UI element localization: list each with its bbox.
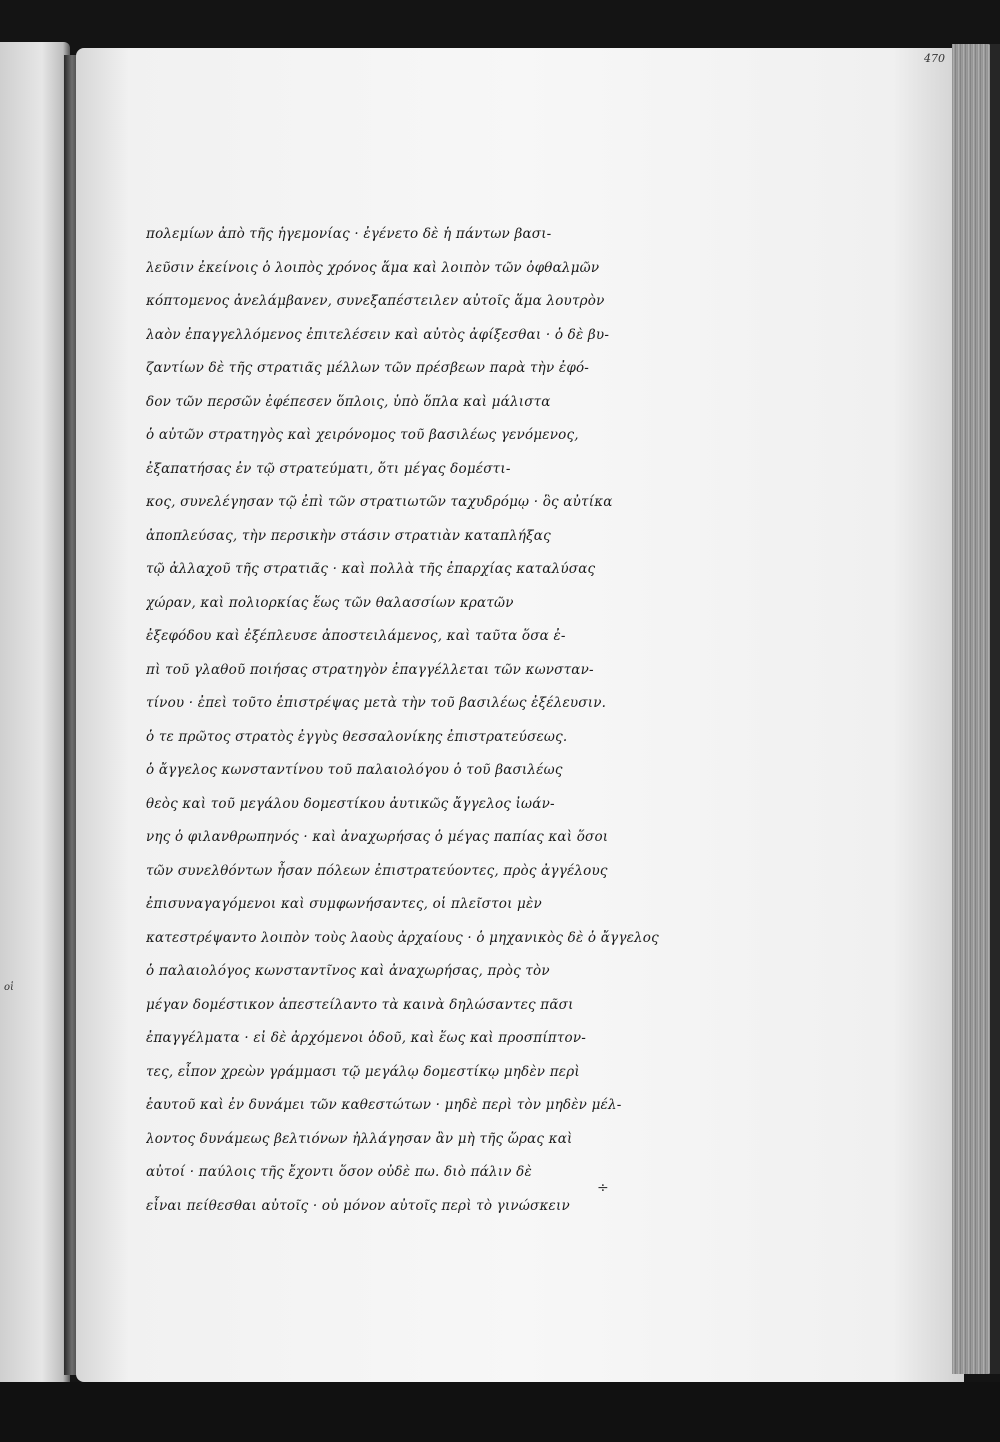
manuscript-line: κόπτομενος ἀνελάμβανεν, συνεξαπέστειλεν αὐτοῖς ἅμα λουτρὸν: [146, 293, 605, 309]
bottom-background: [0, 1382, 1000, 1442]
manuscript-line: ἐξαπατήσας ἐν τῷ στρατεύματι, ὅτι μέγας δομέστι-: [146, 460, 511, 477]
page-stack-edge: [952, 44, 992, 1374]
manuscript-line: κατεστρέψαντο λοιπὸν τοὺς λαοὺς ἀρχαίους · ὁ μηχανικὸς δὲ ὁ ἄγγελος: [146, 929, 659, 946]
manuscript-line: θεὸς καὶ τοῦ μεγάλου δομεστίκου ἀυτικῶς ἄγγελος ἰωάν-: [146, 795, 555, 812]
manuscript-line: κος, συνελέγησαν τῷ ἐπὶ τῶν στρατιωτῶν ταχυδρόμῳ · ὃς αὐτίκα: [146, 494, 613, 510]
manuscript-line: νης ὁ φιλανθρωπηνός · καὶ ἀναχωρήσας ὁ μέγας παπίας καὶ ὅσοι: [146, 829, 609, 845]
left-page: [0, 42, 70, 1382]
manuscript-line: χώραν, καὶ πολιορκίας ἕως τῶν θαλασσίων κρατῶν: [146, 594, 514, 611]
manuscript-line: τῷ ἀλλαχοῦ τῆς στρατιᾶς · καὶ πολλὰ τῆς ἐπαρχίας καταλύσας: [146, 561, 596, 577]
manuscript-line: πολεμίων ἀπὸ τῆς ἡγεμονίας · ἐγένετο δὲ ἡ πάντων βασι-: [146, 226, 552, 242]
manuscript-line: ἐξεφόδου καὶ ἐξέπλευσε ἀποστειλάμενος, καὶ ταῦτα ὅσα ἐ-: [146, 628, 566, 644]
manuscript-line: πὶ τοῦ γλαθοῦ ποιήσας στρατηγὸν ἐπαγγέλλεται τῶν κωνσταν-: [146, 661, 594, 678]
manuscript-line: ἀποπλεύσας, τὴν περσικὴν στάσιν στρατιὰν καταπλήξας: [146, 527, 551, 544]
left-margin-note: οἱ: [4, 982, 14, 993]
manuscript-line: λεῦσιν ἐκείνοις ὁ λοιπὸς χρόνος ἅμα καὶ λοιπὸν τῶν ὀφθαλμῶν: [146, 259, 600, 276]
manuscript-line: τῶν συνελθόντων ἦσαν πόλεων ἐπιστρατεύοντες, πρὸς ἀγγέλους: [146, 862, 608, 879]
manuscript-line: εἶναι πείθεσθαι αὐτοῖς · οὐ μόνον αὐτοῖς περὶ τὸ γινώσκειν: [146, 1197, 570, 1214]
manuscript-line: ὁ παλαιολόγος κωνσταντῖνος καὶ ἀναχωρήσας, πρὸς τὸν: [146, 963, 550, 979]
folio-number: 470: [924, 52, 945, 65]
bottom-mark: ÷: [597, 1180, 609, 1196]
manuscript-line: λοντος δυνάμεως βελτιόνων ἠλλάγησαν ἂν μὴ τῆς ὥρας καὶ: [146, 1130, 573, 1147]
manuscript-line: τες, εἶπον χρεὼν γράμμασι τῷ μεγάλῳ δομεστίκῳ μηδὲν περὶ: [146, 1063, 580, 1080]
manuscript-line: ὁ αὐτῶν στρατηγὸς καὶ χειρόνομος τοῦ βασιλέως γενόμενος,: [146, 427, 579, 443]
manuscript-line: αὐτοί · παύλοις τῆς ἔχοντι ὅσον οὐδὲ πω. διὸ πάλιν δὲ: [146, 1164, 532, 1180]
manuscript-line: ὁ τε πρῶτος στρατὸς ἐγγὺς θεσσαλονίκης ἐπιστρατεύσεως.: [146, 728, 568, 745]
manuscript-line: ζαντίων δὲ τῆς στρατιᾶς μέλλων τῶν πρέσβεων παρὰ τὴν ἐφό-: [146, 360, 590, 376]
book-cover-edge: [990, 44, 1000, 1374]
manuscript-line: ἑαυτοῦ καὶ ἐν δυνάμει τῶν καθεστώτων · μηδὲ περὶ τὸν μηδὲν μέλ-: [146, 1097, 622, 1113]
manuscript-line: ἐπισυναγαγόμενοι καὶ συμφωνήσαντες, οἱ πλεῖστοι μὲν: [146, 896, 542, 912]
manuscript-line: ὁ ἄγγελος κωνσταντίνου τοῦ παλαιολόγου ὁ τοῦ βασιλέως: [146, 762, 563, 778]
manuscript-line: τίνου · ἐπεὶ τοῦτο ἐπιστρέψας μετὰ τὴν τοῦ βασιλέως ἐξέλευσιν.: [146, 695, 607, 711]
manuscript-line: λαὸν ἐπαγγελλόμενος ἐπιτελέσειν καὶ αὐτὸς ἀφίξεσθαι · ὁ δὲ βυ-: [146, 326, 610, 343]
manuscript-line: δον τῶν περσῶν ἐφέπεσεν ὅπλοις, ὑπὸ ὅπλα καὶ μάλιστα: [146, 393, 551, 410]
handwritten-text-block: [146, 218, 682, 1223]
manuscript-line: ἐπαγγέλματα · εἰ δὲ ἀρχόμενοι ὁδοῦ, καὶ ἕως καὶ προσπίπτον-: [146, 1030, 587, 1046]
manuscript-line: μέγαν δομέστικον ἀπεστείλαντο τὰ καινὰ δηλώσαντες πᾶσι: [146, 996, 574, 1013]
